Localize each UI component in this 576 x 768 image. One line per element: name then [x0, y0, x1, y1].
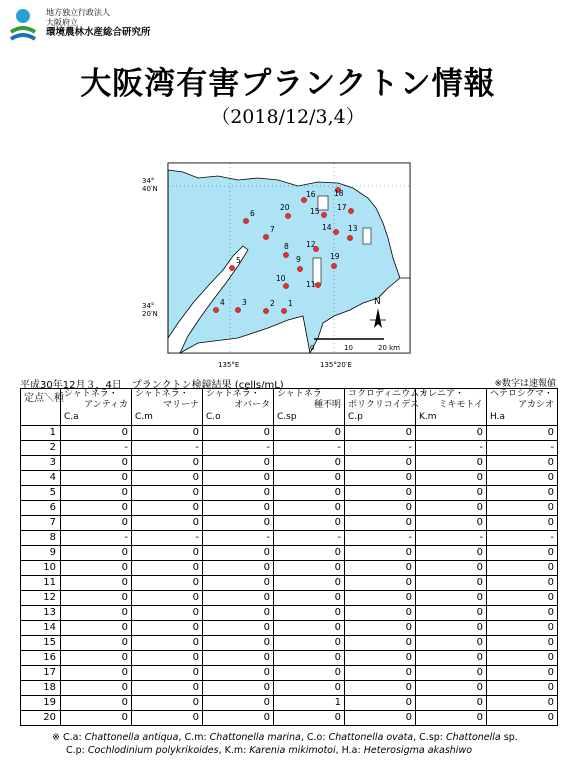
count-cell: - — [345, 441, 416, 456]
station-id-cell: 11 — [21, 576, 61, 591]
count-cell: 0 — [203, 576, 274, 591]
count-cell: 0 — [416, 711, 487, 726]
count-cell: 0 — [203, 561, 274, 576]
station-id-cell: 7 — [21, 516, 61, 531]
station-marker-4 — [213, 307, 218, 312]
org-line3: 環境農林水産総合研究所 — [46, 27, 151, 38]
count-cell: - — [132, 531, 203, 546]
count-cell: 0 — [132, 636, 203, 651]
station-label-5: 5 — [236, 256, 241, 265]
table-row — [21, 711, 558, 726]
table-row — [21, 456, 558, 471]
station-label-14: 14 — [322, 223, 332, 232]
count-cell: - — [345, 531, 416, 546]
count-cell: 0 — [61, 696, 132, 711]
count-cell: - — [274, 441, 345, 456]
count-cell: 0 — [487, 711, 558, 726]
station-marker-14 — [333, 229, 338, 234]
station-marker-7 — [263, 234, 268, 239]
station-marker-11 — [315, 282, 320, 287]
column-header-h3: C.o — [206, 412, 221, 422]
count-cell: 0 — [345, 426, 416, 441]
count-cell: 0 — [203, 666, 274, 681]
count-cell: 0 — [203, 516, 274, 531]
count-cell: 0 — [61, 546, 132, 561]
count-cell: 0 — [274, 516, 345, 531]
org-line2: 大阪府立 — [46, 18, 78, 27]
station-id-cell: 16 — [21, 651, 61, 666]
count-cell: - — [416, 531, 487, 546]
column-header-h1: シャトネラ・ — [206, 389, 260, 399]
footnote-text: C.p: — [66, 745, 88, 756]
table-row — [21, 666, 558, 681]
count-cell: 0 — [274, 456, 345, 471]
count-cell: 0 — [132, 681, 203, 696]
count-cell: 0 — [416, 696, 487, 711]
count-cell: - — [487, 531, 558, 546]
station-marker-20 — [285, 213, 290, 218]
count-cell: 0 — [61, 591, 132, 606]
count-cell: 0 — [416, 681, 487, 696]
column-header-h2: マリーナ — [162, 400, 199, 410]
station-id-cell: 3 — [21, 456, 61, 471]
count-cell: 0 — [61, 501, 132, 516]
column-header-h2: ミキモトイ — [438, 400, 483, 410]
count-cell: 0 — [203, 696, 274, 711]
species-name: Chattonella ovata — [328, 732, 414, 743]
count-cell: 0 — [345, 696, 416, 711]
count-cell: 0 — [61, 426, 132, 441]
count-cell: 0 — [132, 666, 203, 681]
count-cell: 0 — [345, 606, 416, 621]
count-cell: 0 — [203, 606, 274, 621]
footnote — [52, 731, 518, 757]
column-header-h3: C.sp — [277, 412, 297, 422]
table-row — [21, 576, 558, 591]
station-label-2: 2 — [270, 299, 275, 308]
species-name: Chattonella — [446, 732, 501, 743]
count-cell: - — [416, 441, 487, 456]
column-header-h3: C.p — [348, 412, 363, 422]
column-header-h3: C.a — [64, 412, 79, 422]
count-cell: 0 — [345, 471, 416, 486]
org-line1: 地方独立行政法人 — [46, 8, 110, 17]
count-cell: 0 — [416, 576, 487, 591]
count-cell: 0 — [274, 711, 345, 726]
count-cell: 0 — [487, 621, 558, 636]
count-cell: 0 — [203, 501, 274, 516]
count-cell: 0 — [203, 621, 274, 636]
count-cell: 0 — [274, 666, 345, 681]
station-label-16: 16 — [306, 190, 316, 199]
count-cell: 0 — [487, 606, 558, 621]
lat-label-top-min: 40′N — [142, 185, 158, 193]
footnote-text: , C.sp: — [413, 732, 447, 743]
station-marker-3 — [235, 307, 240, 312]
station-label-18: 18 — [334, 189, 344, 198]
table-row — [21, 546, 558, 561]
count-cell: 0 — [274, 681, 345, 696]
column-header-h3: C.m — [135, 412, 153, 422]
column-header-h3: H.a — [490, 412, 505, 422]
count-cell: 0 — [132, 456, 203, 471]
station-id-cell: 10 — [21, 561, 61, 576]
station-label-11: 11 — [306, 280, 316, 289]
count-cell: 0 — [132, 711, 203, 726]
station-label-4: 4 — [220, 298, 225, 307]
station-id-cell: 6 — [21, 501, 61, 516]
count-cell: 0 — [132, 696, 203, 711]
count-cell: 0 — [61, 621, 132, 636]
table-row — [21, 441, 558, 456]
station-id-cell: 2 — [21, 441, 61, 456]
count-cell: 0 — [274, 486, 345, 501]
org-logo — [8, 6, 168, 46]
count-cell: 0 — [487, 696, 558, 711]
count-cell: 0 — [487, 546, 558, 561]
count-cell: 0 — [416, 561, 487, 576]
table-row — [21, 621, 558, 636]
station-marker-5 — [229, 265, 234, 270]
column-header-h1: シャトネラ — [277, 389, 322, 399]
scale-label-0: 0 — [310, 344, 315, 352]
page-title: 大阪湾有害プランクトン情報 — [80, 66, 496, 102]
column-header-ca — [61, 389, 132, 426]
species-name: Chattonella antiqua — [84, 732, 179, 743]
count-cell: 0 — [487, 456, 558, 471]
count-cell: 0 — [61, 666, 132, 681]
count-cell: 0 — [487, 651, 558, 666]
count-cell: 0 — [345, 711, 416, 726]
lat-label-top: 34° — [142, 177, 155, 185]
column-header-h1: カレニア・ — [419, 389, 465, 399]
column-header-h1: コクロディニウム・ — [348, 389, 429, 399]
station-marker-1 — [281, 308, 286, 313]
count-cell: 0 — [203, 681, 274, 696]
station-marker-15 — [321, 212, 326, 217]
count-cell: 0 — [416, 501, 487, 516]
column-header-ha — [487, 389, 558, 426]
station-label-9: 9 — [296, 255, 301, 264]
count-cell: 0 — [203, 426, 274, 441]
count-cell: 0 — [274, 471, 345, 486]
column-header-cm — [132, 389, 203, 426]
count-cell: 0 — [274, 576, 345, 591]
species-name: Karenia mikimotoi — [249, 745, 336, 756]
station-id-cell: 19 — [21, 696, 61, 711]
column-header-h1: シャトネラ・ — [135, 389, 189, 399]
count-cell: 1 — [274, 696, 345, 711]
count-cell: 0 — [203, 711, 274, 726]
lon-label-right: 135°20′E — [320, 361, 352, 369]
count-cell: - — [203, 441, 274, 456]
table-row — [21, 516, 558, 531]
column-header-h2: 種不明 — [313, 400, 341, 410]
station-id-cell: 15 — [21, 636, 61, 651]
count-cell: 0 — [345, 516, 416, 531]
column-header-h2: オバータ — [234, 400, 270, 410]
station-id-cell: 13 — [21, 606, 61, 621]
count-cell: 0 — [61, 561, 132, 576]
station-label-3: 3 — [242, 298, 247, 307]
count-cell: 0 — [61, 486, 132, 501]
count-cell: 0 — [274, 561, 345, 576]
count-cell: 0 — [61, 516, 132, 531]
station-label-15: 15 — [310, 207, 320, 216]
count-cell: - — [203, 531, 274, 546]
count-cell: 0 — [203, 651, 274, 666]
table-row — [21, 591, 558, 606]
count-cell: 0 — [132, 651, 203, 666]
footnote-line-1 — [52, 731, 518, 744]
station-id-cell: 1 — [21, 426, 61, 441]
count-cell: 0 — [487, 516, 558, 531]
count-cell: - — [61, 441, 132, 456]
station-label-10: 10 — [276, 274, 286, 283]
count-cell: 0 — [132, 606, 203, 621]
footnote-text: C.a: — [59, 732, 85, 743]
table-row — [21, 426, 558, 441]
count-cell: 0 — [416, 621, 487, 636]
count-cell: 0 — [487, 636, 558, 651]
count-cell: 0 — [416, 426, 487, 441]
count-cell: 0 — [487, 426, 558, 441]
column-header-h1: シャトネラ・ — [64, 389, 118, 399]
footnote-text: , C.o: — [300, 732, 329, 743]
species-name: Heterosigma akashiwo — [363, 745, 473, 756]
station-marker-17 — [348, 208, 353, 213]
count-cell: 0 — [345, 486, 416, 501]
count-cell: 0 — [274, 546, 345, 561]
station-marker-2 — [263, 308, 268, 313]
count-cell: 0 — [203, 471, 274, 486]
table-row — [21, 486, 558, 501]
column-header-h2: アカシオ — [518, 400, 554, 410]
count-cell: 0 — [61, 606, 132, 621]
count-cell: 0 — [274, 426, 345, 441]
date-caption: （2018/12/3,4） — [211, 106, 365, 128]
station-label-12: 12 — [306, 240, 316, 249]
count-cell: 0 — [416, 486, 487, 501]
count-cell: 0 — [487, 471, 558, 486]
results-title: 平成30年12月３，4日 プランクトン検鏡結果 (cells/mL) — [20, 380, 284, 391]
station-id-cell: 9 — [21, 546, 61, 561]
count-cell: 0 — [487, 666, 558, 681]
table-row — [21, 696, 558, 711]
table-row — [21, 561, 558, 576]
count-cell: 0 — [487, 486, 558, 501]
station-id-cell: 20 — [21, 711, 61, 726]
count-cell: 0 — [487, 501, 558, 516]
lat-label-bottom: 34° — [142, 302, 155, 310]
org-name — [46, 8, 151, 38]
count-cell: 0 — [132, 426, 203, 441]
station-marker-10 — [283, 283, 288, 288]
results-note: ※数字は速報値 — [494, 379, 556, 389]
count-cell: 0 — [61, 636, 132, 651]
count-cell: 0 — [345, 561, 416, 576]
count-cell: 0 — [132, 591, 203, 606]
count-cell: 0 — [416, 666, 487, 681]
station-label-13: 13 — [348, 224, 358, 233]
count-cell: 0 — [274, 621, 345, 636]
count-cell: 0 — [345, 666, 416, 681]
station-id-cell: 18 — [21, 681, 61, 696]
station-id-cell: 14 — [21, 621, 61, 636]
count-cell: 0 — [132, 621, 203, 636]
count-cell: 0 — [416, 591, 487, 606]
species-name: Chattonella marina — [209, 732, 301, 743]
count-cell: 0 — [61, 711, 132, 726]
count-cell: 0 — [132, 501, 203, 516]
count-cell: 0 — [487, 561, 558, 576]
osaka-bay-map — [138, 138, 438, 373]
column-header-co — [203, 389, 274, 426]
count-cell: 0 — [416, 651, 487, 666]
station-id-cell: 4 — [21, 471, 61, 486]
table-row — [21, 651, 558, 666]
station-id-cell: 12 — [21, 591, 61, 606]
count-cell: 0 — [61, 456, 132, 471]
count-cell: 0 — [274, 636, 345, 651]
station-id-cell: 5 — [21, 486, 61, 501]
station-label-1: 1 — [288, 299, 293, 308]
station-id-cell: 8 — [21, 531, 61, 546]
station-label-8: 8 — [284, 242, 289, 251]
count-cell: 0 — [345, 591, 416, 606]
count-cell: 0 — [345, 501, 416, 516]
count-cell: 0 — [274, 501, 345, 516]
station-label-19: 19 — [330, 252, 340, 261]
count-cell: 0 — [416, 471, 487, 486]
lon-label-left: 135°E — [218, 361, 240, 369]
count-cell: 0 — [203, 456, 274, 471]
table-row — [21, 501, 558, 516]
count-cell: 0 — [274, 651, 345, 666]
station-marker-9 — [297, 266, 302, 271]
count-cell: 0 — [487, 591, 558, 606]
table-row — [21, 606, 558, 621]
count-cell: 0 — [345, 576, 416, 591]
table-row — [21, 681, 558, 696]
count-cell: 0 — [345, 681, 416, 696]
count-cell: 0 — [132, 516, 203, 531]
scale-label-20: 20 km — [378, 344, 401, 352]
station-label-7: 7 — [270, 225, 275, 234]
station-marker-6 — [243, 218, 248, 223]
species-name: Cochlodinium polykrikoides — [87, 745, 219, 756]
count-cell: 0 — [487, 681, 558, 696]
table-row — [21, 471, 558, 486]
column-header-csp — [274, 389, 345, 426]
column-header-km — [416, 389, 487, 426]
count-cell: 0 — [203, 546, 274, 561]
footnote-text: , H.a: — [335, 745, 364, 756]
count-cell: - — [487, 441, 558, 456]
station-marker-8 — [283, 252, 288, 257]
count-cell: 0 — [61, 651, 132, 666]
count-cell: 0 — [416, 606, 487, 621]
footnote-text: sp. — [500, 732, 518, 743]
count-cell: 0 — [132, 576, 203, 591]
count-cell: 0 — [61, 681, 132, 696]
footnote-line-2 — [52, 744, 518, 757]
count-cell: 0 — [132, 546, 203, 561]
count-cell: 0 — [274, 606, 345, 621]
station-label-17: 17 — [337, 203, 347, 212]
count-cell: 0 — [416, 636, 487, 651]
count-cell: 0 — [274, 591, 345, 606]
station-id-cell: 17 — [21, 666, 61, 681]
count-cell: 0 — [416, 456, 487, 471]
lat-label-bottom-min: 20′N — [142, 310, 158, 318]
station-marker-13 — [347, 235, 352, 240]
count-cell: 0 — [203, 636, 274, 651]
footnote-mark: ※ — [52, 732, 60, 743]
count-cell: 0 — [487, 576, 558, 591]
count-cell: 0 — [345, 621, 416, 636]
count-cell: 0 — [61, 576, 132, 591]
count-cell: - — [132, 441, 203, 456]
count-cell: 0 — [203, 591, 274, 606]
table-body — [21, 426, 558, 726]
footnote-text: , K.m: — [218, 745, 250, 756]
corner-header: 定点＼種 — [21, 389, 61, 426]
footnote-text: , C.m: — [178, 732, 210, 743]
count-cell: 0 — [132, 471, 203, 486]
table-row — [21, 636, 558, 651]
count-cell: 0 — [345, 546, 416, 561]
station-label-6: 6 — [250, 209, 255, 218]
scale-label-10: 10 — [344, 344, 353, 352]
count-cell: 0 — [416, 546, 487, 561]
count-cell: 0 — [416, 516, 487, 531]
column-header-h2: ポリクリコイデス — [348, 400, 420, 410]
count-cell: 0 — [345, 456, 416, 471]
table-row — [21, 531, 558, 546]
north-label: N — [374, 297, 381, 307]
table-header-row — [21, 389, 558, 426]
count-cell: 0 — [203, 486, 274, 501]
org-logo-icon — [8, 8, 38, 42]
column-header-h1: ヘテロシグマ・ — [490, 389, 553, 399]
count-cell: - — [61, 531, 132, 546]
count-cell: 0 — [345, 636, 416, 651]
column-header-h3: K.m — [419, 412, 437, 422]
count-cell: - — [274, 531, 345, 546]
station-marker-19 — [331, 263, 336, 268]
count-cell: 0 — [61, 471, 132, 486]
count-cell: 0 — [132, 486, 203, 501]
station-label-20: 20 — [280, 203, 290, 212]
count-cell: 0 — [345, 651, 416, 666]
column-header-h2: アンティカ — [84, 400, 128, 410]
count-cell: 0 — [132, 561, 203, 576]
plankton-table — [20, 388, 558, 726]
